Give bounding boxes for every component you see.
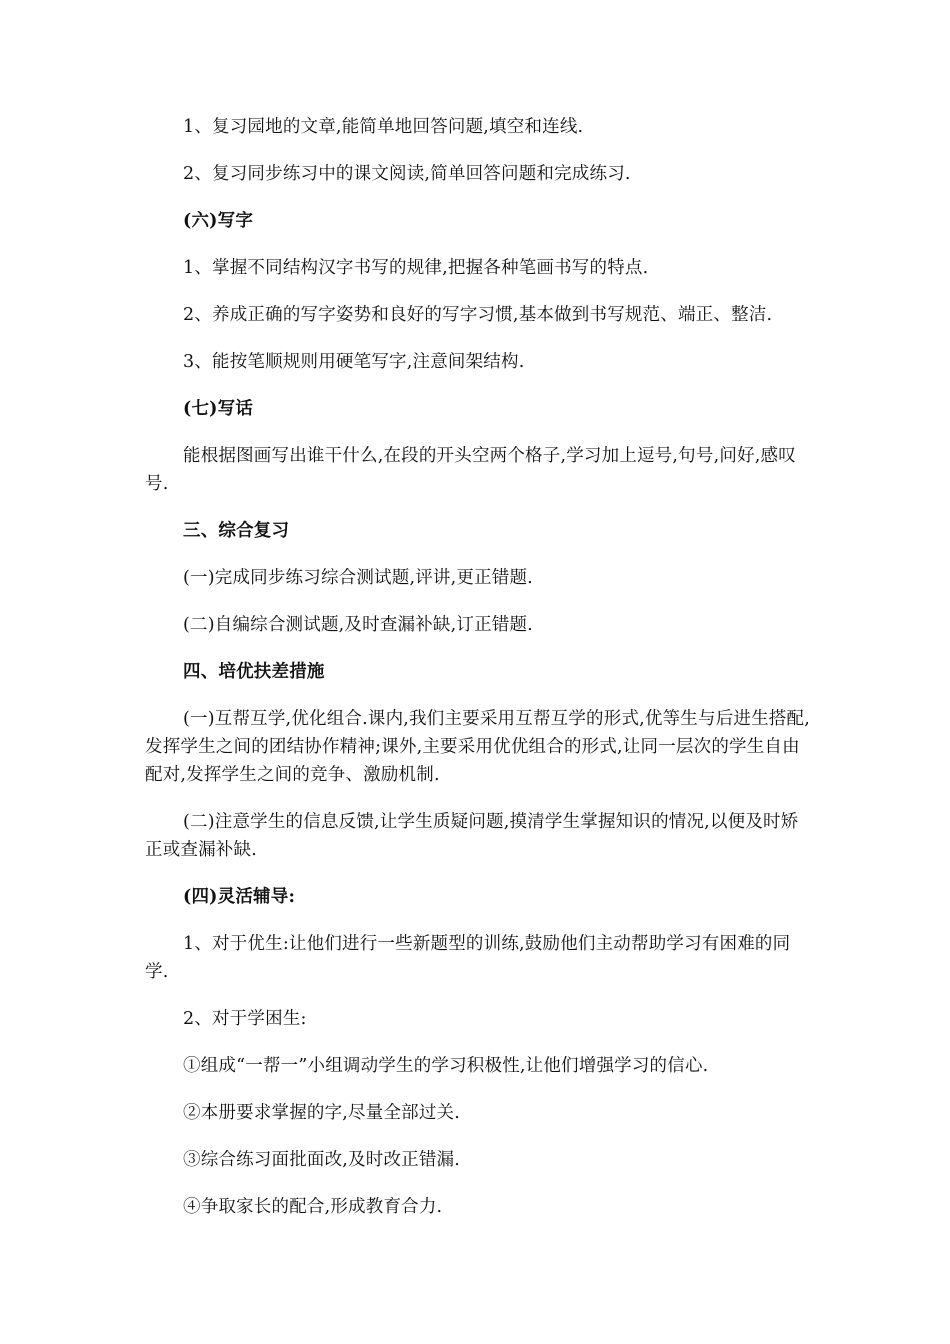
list-item-4: ④争取家长的配合,形成教育合力. [183, 1197, 443, 1217]
paragraph-tutoring-struggling: 2、对于学困生: [183, 1009, 307, 1029]
paragraph-writing-3: 3、能按笔顺规则用硬笔写字,注意间架结构. [183, 352, 525, 372]
document-body [145, 113, 810, 1240]
heading-writing-characters: (六)写字 [183, 211, 254, 231]
heading-flexible-tutoring: (四)灵活辅导: [183, 887, 296, 907]
paragraph-writing-sentences: 能根据图画写出谁干什么,在段的开头空两个格子,学习加上逗号,句号,问好,感叹号. [145, 446, 796, 494]
heading-comprehensive-review: 三、综合复习 [183, 521, 290, 541]
paragraph-comprehensive-1: (一)完成同步练习综合测试题,评讲,更正错题. [183, 568, 533, 588]
paragraph-support-1: (一)互帮互学,优化组合.课内,我们主要采用互帮互学的形式,优等生与后进生搭配,发挥学生之间的团结协作精神;课外,主要采用优优组合的形式,让同一层次的学生自由配对,发挥学生之间的竞争、激励机制. [145, 709, 810, 785]
paragraph-support-2: (二)注意学生的信息反馈,让学生质疑问题,摸清学生掌握知识的情况,以便及时矫正或查漏补缺. [145, 812, 799, 860]
paragraph-writing-2: 2、养成正确的写字姿势和良好的写字习惯,基本做到书写规范、端正、整洁. [183, 305, 773, 325]
heading-writing-sentences: (七)写话 [183, 399, 254, 419]
paragraph-review-1: 1、复习园地的文章,能简单地回答问题,填空和连线. [183, 117, 584, 137]
list-item-1: ①组成“一帮一”小组调动学生的学习积极性,让他们增强学习的信心. [183, 1056, 709, 1076]
paragraph-writing-1: 1、掌握不同结构汉字书写的规律,把握各种笔画书写的特点. [183, 258, 649, 278]
paragraph-comprehensive-2: (二)自编综合测试题,及时查漏补缺,订正错题. [183, 615, 533, 635]
paragraph-tutoring-top-students: 1、对于优生:让他们进行一些新题型的训练,鼓励他们主动帮助学习有困难的同学. [145, 934, 791, 982]
heading-support-measures: 四、培优扶差措施 [183, 662, 325, 682]
list-item-3: ③综合练习面批面改,及时改正错漏. [183, 1150, 461, 1170]
paragraph-review-2: 2、复习同步练习中的课文阅读,简单回答问题和完成练习. [183, 164, 631, 184]
list-item-2: ②本册要求掌握的字,尽量全部过关. [183, 1103, 461, 1123]
